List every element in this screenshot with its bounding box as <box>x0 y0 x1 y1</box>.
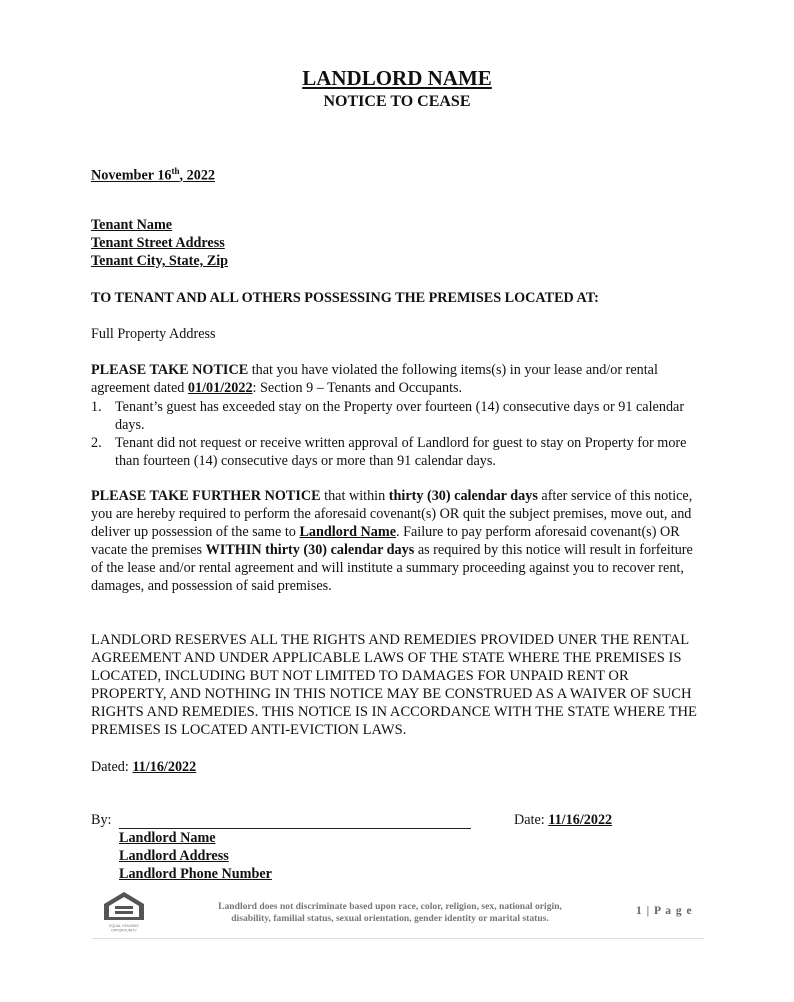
landlord-phone: Landlord Phone Number <box>119 866 272 882</box>
property-address: Full Property Address <box>91 326 216 342</box>
list-item: 1. Tenant’s guest has exceeded stay on the Property over fourteen (14) consecutive days or 91 calendar days. <box>91 399 685 433</box>
notice-paragraph: PLEASE TAKE NOTICE that you have violated the following items(s) in your lease and/or rental agreement dated 01/01/2022: Section 9 – Tenants and Occupants. <box>91 362 658 396</box>
landlord-address: Landlord Address <box>119 848 229 864</box>
page-title: LANDLORD NAME <box>302 66 492 90</box>
to-heading: TO TENANT AND ALL OTHERS POSSESSING THE PREMISES LOCATED AT: <box>91 290 599 306</box>
page-number: 1 | P a g e <box>636 905 693 917</box>
tenant-name: Tenant Name <box>91 217 173 233</box>
by-label: By: <box>91 812 112 828</box>
logo-text-line-1: EQUAL HOUSING <box>109 924 139 928</box>
list-item: 2. Tenant did not request or receive written approval of Landlord for guest to stay on Property for more than fourteen (14) consecutive days or more than 91 calendar days. <box>91 435 687 469</box>
landlord-block <box>119 829 272 883</box>
notice-date: November 16th, 2022 <box>91 166 215 184</box>
landlord-name: Landlord Name <box>119 830 216 846</box>
signature-date: Date: 11/16/2022 <box>514 812 613 828</box>
violation-list <box>91 398 701 470</box>
page-subtitle: NOTICE TO CEASE <box>323 93 471 110</box>
footer-disclaimer: Landlord does not discriminate based upon race, color, religion, sex, national origin, disability, familial status, sexual orientation, gender identity or marital status. <box>218 901 562 924</box>
footer-divider <box>92 938 704 939</box>
further-notice-paragraph: PLEASE TAKE FURTHER NOTICE that within thirty (30) calendar days after service of this notice, you are hereby required to perform the aforesaid covenant(s) OR quit the subject premises, move out, and deliver up possession of the same to Landlord Name. Failure to pay perform aforesaid covenant(s) OR vacate the premises WITHIN thirty (30) calendar days as required by this notice will result in forfeiture of the lease and/or rental agreement and will institute a summary proceeding against you to recover rent, damages, and possession of said premises. <box>91 488 693 594</box>
house-icon <box>100 890 148 936</box>
tenant-street: Tenant Street Address <box>91 235 225 251</box>
dated-line: Dated: 11/16/2022 <box>91 759 197 775</box>
equal-housing-logo <box>100 890 148 936</box>
logo-text-line-2: OPPORTUNITY <box>111 928 137 933</box>
tenant-block <box>91 216 228 270</box>
rights-paragraph: LANDLORD RESERVES ALL THE RIGHTS AND REMEDIES PROVIDED UNER THE RENTAL AGREEMENT AND UNDER APPLICABLE LAWS OF THE STATE WHERE THE PREMISES IS LOCATED, INCLUDING BUT NOT LIMITED TO DAMAGES FOR UNPAID RENT OR PROPERTY, AND NOTHING IN THIS NOTICE MAY BE CONSTRUED AS A WAIVER OF SUCH RIGHTS AND REMEDIES. THIS NOTICE IS IN ACCORDANCE WITH THE STATE WHERE THE PREMISES IS LOCATED ANTI-EVICTION LAWS. <box>91 632 697 738</box>
tenant-city: Tenant City, State, Zip <box>91 253 229 269</box>
